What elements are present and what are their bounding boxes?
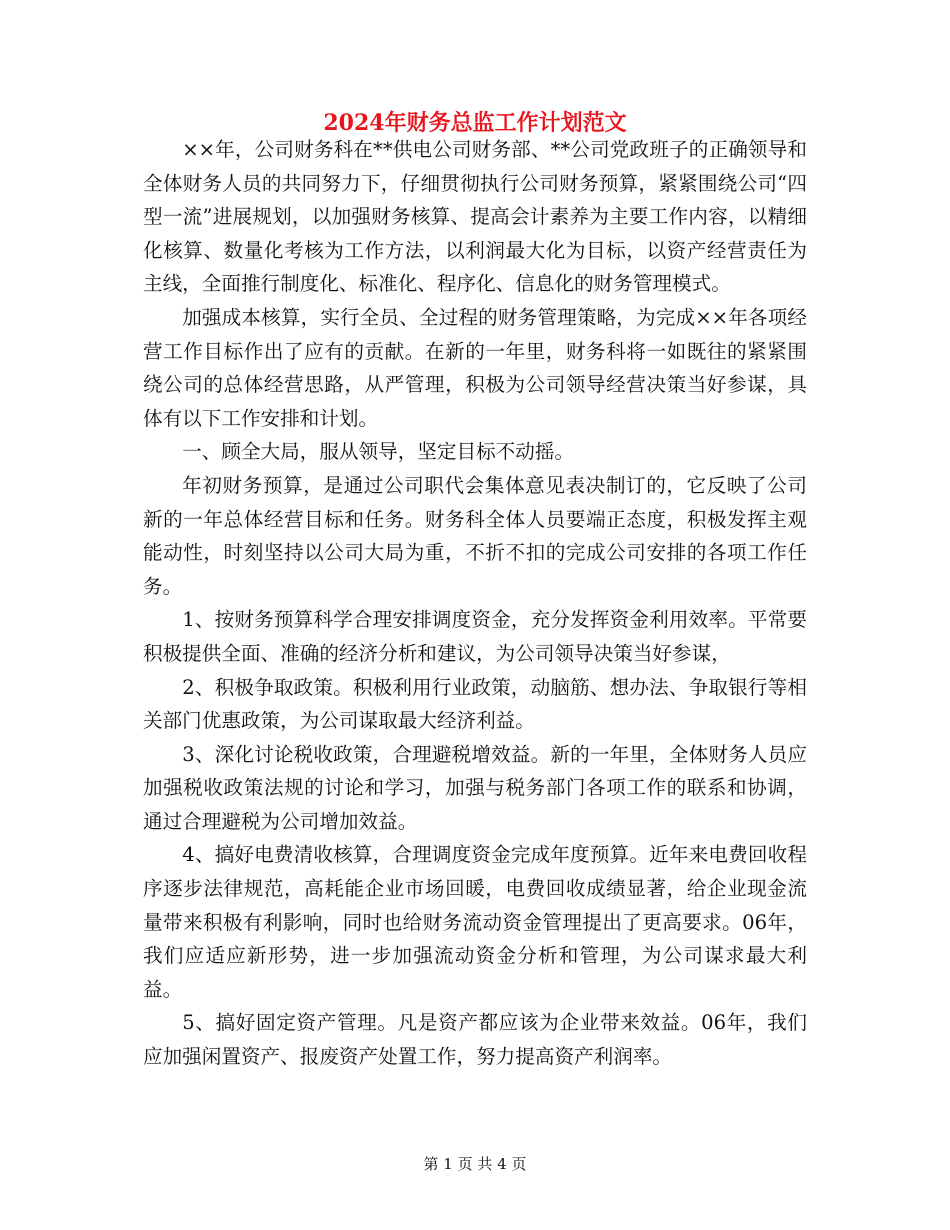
list-item-3: 3、深化讨论税收政策，合理避税增效益。新的一年里，全体财务人员应加强税收政策法规的讨论和学习，加强与税务部门各项工作的联系和协调，通过合理避税为公司增加效益。 bbox=[143, 742, 807, 833]
document-body bbox=[143, 133, 807, 1074]
paragraph-cost-accounting: 加强成本核算，实行全员、全过程的财务管理策略，为完成××年各项经营工作目标作出了应有的贡献。在新的一年里，财务科将一如既往的紧紧围绕公司的总体经营思路，从严管理，积极为公司领导经营决策当好参谋，具体有以下工作安排和计划。 bbox=[143, 305, 807, 430]
list-item-2: 2、积极争取政策。积极利用行业政策，动脑筋、想办法、争取银行等相关部门优惠政策，为公司谋取最大经济利益。 bbox=[143, 675, 807, 733]
list-item-4: 4、搞好电费清收核算，合理调度资金完成年度预算。近年来电费回收程序逐步法律规范，高耗能企业市场回暖，电费回收成绩显著，给企业现金流量带来积极有利影响，同时也给财务流动资金管理提出了更高要求。06年，我们应适应新形势，进一步加强流动资金分析和管理，为公司谋求最大利益。 bbox=[143, 843, 807, 1001]
list-item-5: 5、搞好固定资产管理。凡是资产都应该为企业带来效益。06年，我们应加强闲置资产、报废资产处置工作，努力提高资产利润率。 bbox=[143, 1011, 807, 1069]
paragraph-intro: ××年，公司财务科在**供电公司财务部、**公司党政班子的正确领导和全体财务人员的共同努力下，仔细贯彻执行公司财务预算，紧紧围绕公司“四型一流”进展规划，以加强财务核算、提高会计素养为主要工作内容，以精细化核算、数量化考核为工作方法，以利润最大化为目标，以资产经营责任为主线，全面推行制度化、标准化、程序化、信息化的财务管理模式。 bbox=[143, 138, 807, 296]
paragraph-annual-budget: 年初财务预算，是通过公司职代会集体意见表决制订的，它反映了公司新的一年总体经营目标和任务。财务科全体人员要端正态度，积极发挥主观能动性，时刻坚持以公司大局为重，不折不扣的完成公司安排的各项工作任务。 bbox=[143, 473, 807, 598]
document-title: 2024年财务总监工作计划范文 bbox=[323, 110, 627, 136]
section-heading-1: 一、顾全大局，服从领导，坚定目标不动摇。 bbox=[182, 440, 575, 464]
page-number-footer: 第 1 页 共 4 页 bbox=[423, 1155, 527, 1173]
list-item-1: 1、按财务预算科学合理安排调度资金，充分发挥资金利用效率。平常要积极提供全面、准确的经济分析和建议，为公司领导决策当好参谋， bbox=[143, 608, 807, 665]
